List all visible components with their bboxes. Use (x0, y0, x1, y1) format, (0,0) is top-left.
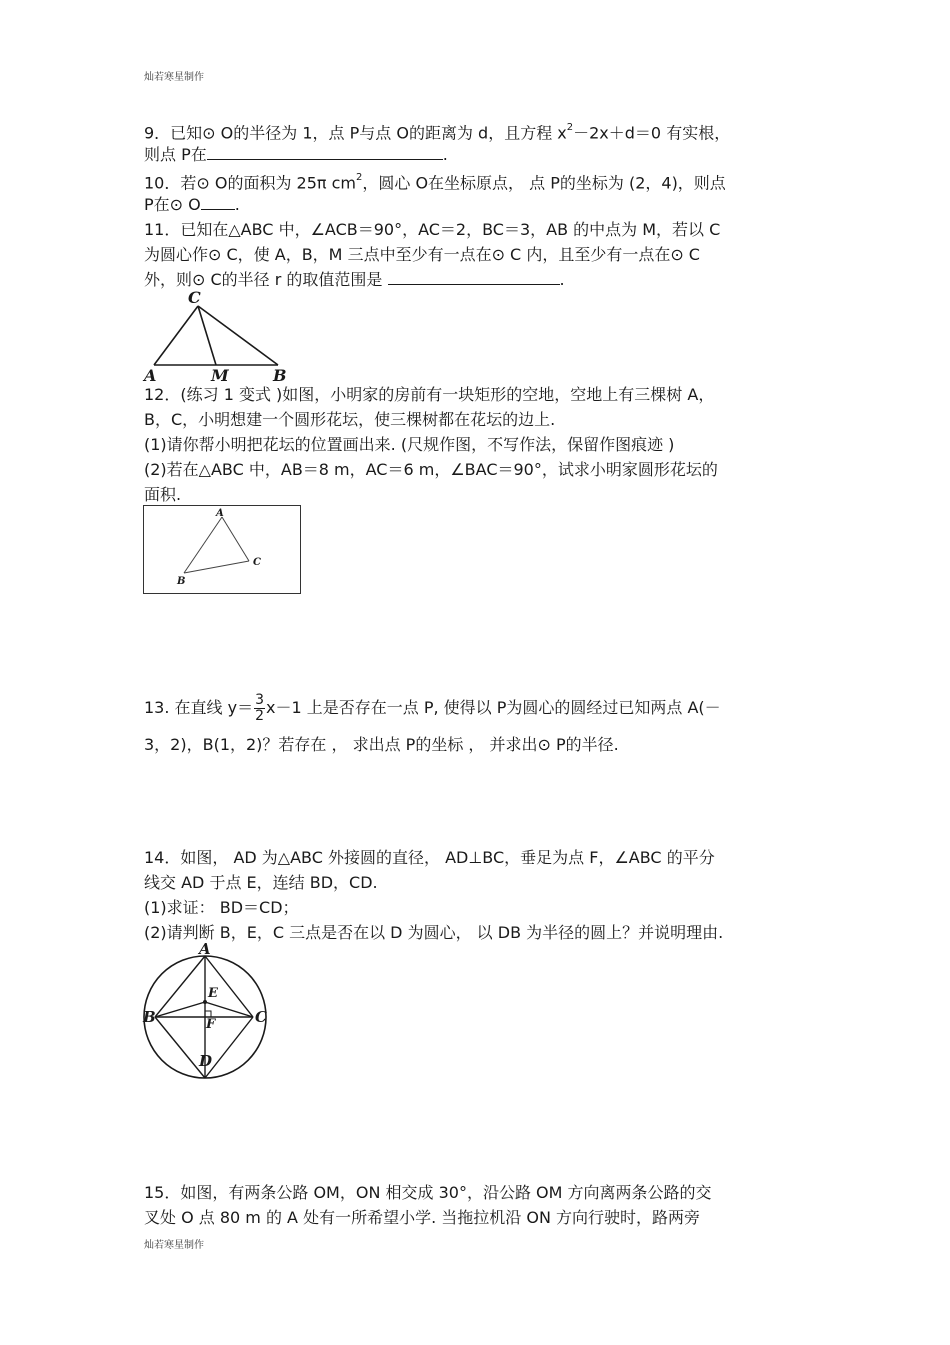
q14-line-2: 线交 AD 于点 E，连结 BD，CD. (144, 873, 378, 892)
q10-period: . (234, 195, 240, 214)
segment-ac (154, 306, 198, 365)
label-e: E (208, 986, 218, 1001)
q13-line-2: 3，2)，B(1，2)？若存在 ， 求出点 P的坐标 ， 并求出⊙ P的半径. (144, 735, 619, 754)
q10-answer-blank[interactable] (201, 195, 235, 210)
q11-line-2: 为圆心作⊙ C，使 A，B，M 三点中至少有一点在⊙ C 内，且至少有一点在⊙ C (144, 245, 700, 264)
label-d: D (199, 1052, 213, 1070)
segment-ec (205, 1002, 253, 1017)
q11-line-3 (144, 270, 565, 290)
segment-ac (222, 517, 249, 561)
q11-text: 外，则⊙ C的半径 r 的取值范围是 (144, 270, 383, 289)
q9-answer-blank[interactable] (207, 145, 443, 160)
q10-line-2 (144, 195, 240, 215)
q10-text-b: ，圆心 O在坐标原点， 点 P的坐标为 (2，4)，则点 (362, 173, 726, 193)
label-b: B (273, 366, 287, 385)
q9-text-a: 9．已知⊙ O的半径为 1，点 P与点 O的距离为 d，且方程 x (144, 123, 567, 143)
segment-bc (198, 306, 278, 365)
q10-text-a: 10．若⊙ O的面积为 25π cm (144, 173, 356, 193)
q10-superscript: 2 (356, 172, 363, 183)
q14-line-1: 14．如图， AD 为△ABC 外接圆的直径， AD⊥BC，垂足为点 F，∠ABC 的平分 (144, 848, 715, 867)
q12-line-5: 面积. (144, 485, 182, 504)
segment-ab (184, 517, 222, 573)
label-a: A (144, 366, 157, 385)
q13-text-b: x－1 上是否存在一点 P, 使得以 P为圆心的圆经过已知两点 A(－ (266, 698, 721, 717)
q9-text-c: 则点 P在 (144, 145, 207, 164)
q9-line-1 (144, 120, 730, 143)
q11-triangle-figure (140, 288, 290, 384)
q11-period: . (559, 270, 565, 289)
q9-period: . (442, 145, 448, 164)
q9-text-b: －2x＋d＝0 有实根， (573, 123, 731, 143)
q9-line-2 (144, 145, 448, 165)
label-b: B (177, 576, 186, 587)
label-a: A (216, 508, 224, 519)
label-c: C (253, 557, 261, 568)
fraction-denominator: 2 (255, 708, 265, 724)
q12-line-3: (1)请你帮小明把花坛的位置画出来. (尺规作图，不写作法，保留作图痕迹 ) (144, 435, 675, 454)
fraction-numerator: 3 (255, 692, 265, 708)
label-m: M (211, 366, 229, 385)
page-footer: 灿若寒星制作 (144, 1240, 204, 1251)
segment-ab (155, 956, 205, 1017)
q15-line-1: 15．如图，有两条公路 OM，ON 相交成 30°，沿公路 OM 方向离两条公路的交 (144, 1183, 712, 1202)
q10-line-1 (144, 170, 726, 193)
q13-text-a: 13. 在直线 y＝ (144, 698, 254, 717)
q12-line-4: (2)若在△ABC 中，AB＝8 m，AC＝6 m，∠BAC＝90°，试求小明家圆形花坛的 (144, 460, 718, 479)
segment-cm (198, 306, 216, 365)
q13-line-1 (144, 688, 721, 728)
q10-text-c: P在⊙ O (144, 195, 201, 214)
q15-line-2: 叉处 O 点 80 m 的 A 处有一所希望小学. 当拖拉机沿 ON 方向行驶时，路两旁 (144, 1208, 700, 1227)
label-f: F (206, 1017, 216, 1032)
segment-bc (184, 561, 249, 573)
point-e (203, 1000, 207, 1004)
q12-rectangle-figure (143, 505, 302, 595)
segment-be (155, 1002, 205, 1017)
q14-circle-figure (140, 940, 275, 1070)
segment-bd (155, 1017, 205, 1078)
label-b: B (143, 1008, 156, 1026)
q14-line-3: (1)求证： BD＝CD； (144, 898, 299, 917)
label-a: A (199, 940, 211, 958)
q12-line-1: 12．(练习 1 变式 )如图，小明家的房前有一块矩形的空地，空地上有三棵树 A， (144, 385, 715, 404)
label-c: C (255, 1008, 267, 1026)
q11-line-1: 11．已知在△ABC 中，∠ACB＝90°，AC＝2，BC＝3，AB 的中点为 M，若以 C (144, 220, 721, 239)
q14-line-4: (2)请判断 B，E，C 三点是否在以 D 为圆心， 以 DB 为半径的圆上？并说明理由. (144, 923, 724, 942)
fraction-three-halves (254, 693, 265, 724)
label-c: C (188, 288, 201, 307)
q11-answer-blank[interactable] (388, 270, 560, 285)
page-header: 灿若寒星制作 (144, 72, 204, 83)
q12-line-2: B，C，小明想建一个圆形花坛，使三棵树都在花坛的边上. (144, 410, 556, 429)
q9-superscript: 2 (566, 122, 574, 133)
